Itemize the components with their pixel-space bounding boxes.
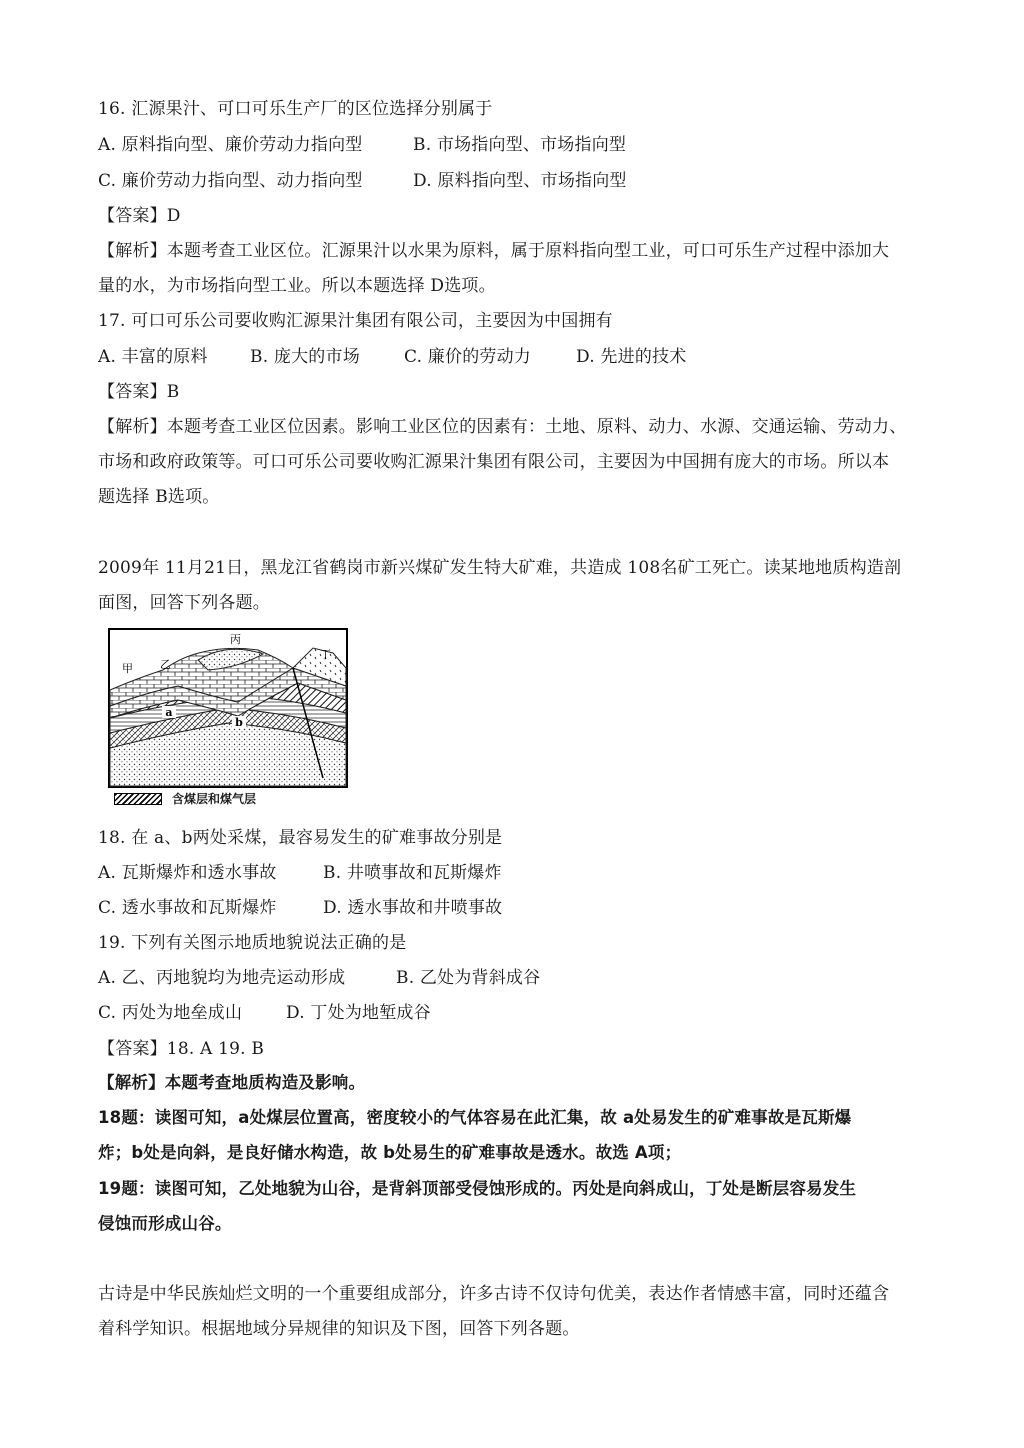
q17-stem: 17. 可口可乐公司要收购汇源果汁集团有限公司，主要因为中国拥有 (98, 311, 613, 331)
q17-option-c: C. 廉价的劳动力 (404, 347, 532, 367)
q17-analysis-line1: 【解析】本题考查工业区位因素。影响工业区位的因素有：土地、原料、动力、水源、交通运输、劳动力、 (98, 417, 907, 437)
q18-option-d: D. 透水事故和井喷事故 (323, 898, 503, 918)
label-yi: 乙 (160, 658, 171, 671)
label-a: a (165, 706, 173, 719)
q18-analysis-line1: 18题：读图可知，a处煤层位置高，密度较小的气体容易在此汇集，故 a处易发生的矿难事故是瓦斯爆 (98, 1108, 852, 1127)
q19-option-d: D. 丁处为地堑成谷 (286, 1003, 431, 1023)
label-jia: 甲 (122, 662, 133, 675)
q16-analysis-line1: 【解析】本题考查工业区位。汇源果汁以水果为原料，属于原料指向型工业，可口可乐生产过程中添加大 (98, 241, 890, 261)
q17-option-d: D. 先进的技术 (576, 347, 687, 367)
intro-poem-line2: 着科学知识。根据地域分异规律的知识及下图，回答下列各题。 (98, 1319, 580, 1339)
label-bing: 丙 (230, 633, 241, 646)
q16-option-a: A. 原料指向型、廉价劳动力指向型 (98, 135, 363, 155)
q18-19-answer: 【答案】18. A 19. B (98, 1039, 265, 1059)
q18-19-analysis-head: 【解析】本题考查地质构造及影响。 (98, 1073, 366, 1092)
intro-2009-line2: 面图，回答下列各题。 (98, 593, 270, 613)
q19-option-c: C. 丙处为地垒成山 (98, 1003, 243, 1023)
q18-option-b: B. 井喷事故和瓦斯爆炸 (323, 863, 502, 883)
label-b: b (235, 716, 243, 729)
figure-legend-text: 含煤层和煤气层 (172, 792, 257, 806)
coal-layer-swatch (114, 793, 162, 805)
geologic-cross-section-figure (108, 628, 348, 792)
q17-analysis-line2: 市场和政府政策等。可口可乐公司要收购汇源果汁集团有限公司，主要因为中国拥有庞大的市场。所以本 (98, 452, 890, 472)
q16-stem: 16. 汇源果汁、可口可乐生产厂的区位选择分别属于 (98, 99, 493, 119)
q17-option-a: A. 丰富的原料 (98, 347, 208, 367)
q19-stem: 19. 下列有关图示地质地貌说法正确的是 (98, 933, 407, 953)
intro-poem-line1: 古诗是中华民族灿烂文明的一个重要组成部分，许多古诗不仅诗句优美，表达作者情感丰富，同时还蕴含 (98, 1284, 890, 1304)
q16-answer: 【答案】D (98, 206, 181, 226)
q18-analysis-line2: 炸；b处是向斜，是良好储水构造，故 b处易生的矿难事故是透水。故选 A项； (98, 1143, 682, 1162)
q19-analysis-line1: 19题：读图可知，乙处地貌为山谷，是背斜顶部受侵蚀形成的。丙处是向斜成山，丁处是断层容易发生 (98, 1179, 857, 1198)
q19-option-b: B. 乙处为背斜成谷 (396, 968, 541, 988)
q19-analysis-line2: 侵蚀而形成山谷。 (98, 1214, 232, 1233)
q16-option-d: D. 原料指向型、市场指向型 (413, 171, 627, 191)
cross-section-diagram (108, 628, 348, 788)
figure-legend (114, 790, 256, 807)
q17-answer: 【答案】B (98, 382, 180, 402)
q17-analysis-line3: 题选择 B选项。 (98, 487, 220, 507)
label-ding: 丁 (320, 648, 331, 661)
q17-option-b: B. 庞大的市场 (250, 347, 360, 367)
q16-option-c: C. 廉价劳动力指向型、动力指向型 (98, 171, 363, 191)
q18-option-a: A. 瓦斯爆炸和透水事故 (98, 863, 277, 883)
q19-option-a: A. 乙、丙地貌均为地壳运动形成 (98, 968, 346, 988)
q18-stem: 18. 在 a、b两处采煤，最容易发生的矿难事故分别是 (98, 828, 503, 848)
q18-option-c: C. 透水事故和瓦斯爆炸 (98, 898, 277, 918)
q16-option-b: B. 市场指向型、市场指向型 (413, 135, 627, 155)
intro-2009-line1: 2009年 11月21日，黑龙江省鹤岗市新兴煤矿发生特大矿难，共造成 108名矿工死亡。读某地地质构造剖 (98, 558, 902, 578)
q16-analysis-line2: 量的水，为市场指向型工业。所以本题选择 D选项。 (98, 276, 496, 296)
